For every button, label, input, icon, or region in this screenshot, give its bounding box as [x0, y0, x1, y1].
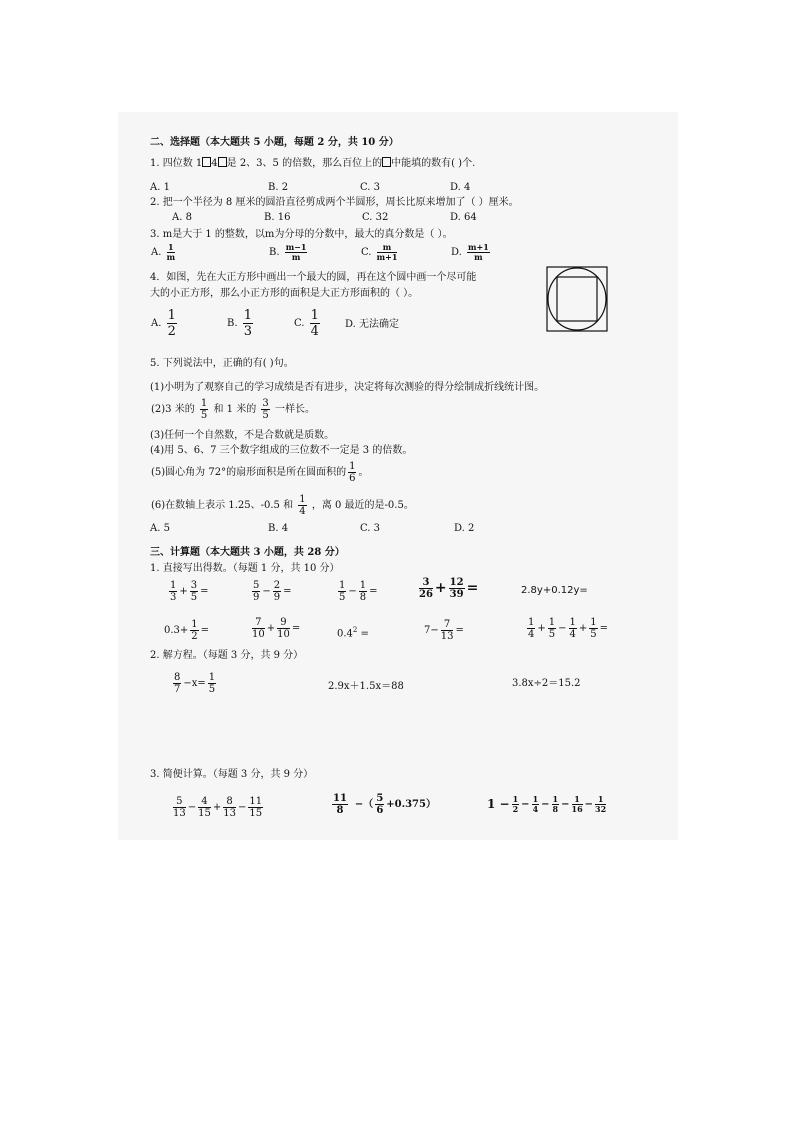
q5-option-a: A. 5: [150, 523, 170, 534]
q3-option-c: C. $\frac{m}{m+1}$: [361, 242, 398, 262]
fraction: $\frac{1}{5}$: [339, 580, 346, 603]
fraction: $\frac{1}{4}$: [299, 494, 306, 517]
fraction: $\frac{1}{4}$: [310, 308, 319, 339]
fraction: $\frac{7}{10}$: [252, 617, 265, 640]
fraction: $\frac{9}{10}$: [277, 617, 290, 640]
fraction: $\frac{1}{2}$: [167, 308, 176, 339]
q3-option-d: D. $\frac{m+1}{m}$: [451, 242, 489, 262]
square-circle-figure: [546, 266, 608, 332]
calc-expr-6: 0.3+ $\frac{1}{2}$ =: [164, 619, 210, 642]
calc-expr-5: 2.8y+0.12y=: [521, 585, 588, 596]
q4-option-c: C. $\frac{1}{4}$: [294, 308, 319, 339]
q5-statement-2: (2)3 米的 $\frac{1}{5}$ 和 1 米的 $\frac{3}{5}$ 一样长。: [151, 398, 315, 421]
q1-option-c: C. 3: [360, 182, 381, 193]
fraction: $\frac{8}{13}$: [223, 796, 236, 819]
q4-option-b: B. $\frac{1}{3}$: [227, 308, 252, 339]
section2-heading: 二、选择题（本大题共 5 小题，每题 2 分，共 10 分）: [150, 137, 399, 148]
q5-option-c: C. 3: [360, 523, 381, 534]
fraction: $\frac{7}{13}$: [440, 619, 454, 642]
q5-option-d: D. 2: [454, 523, 475, 534]
q1-text: 1. 四位数 1 4 是 2、3、5 的倍数，那么百位上的 中能填的数有( )个.: [150, 158, 476, 169]
fraction: $\frac{3}{26}$: [419, 577, 433, 600]
q5-statement-1: (1)小明为了观察自己的学习成绩是否有进步，决定将每次测验的得分绘制成折线统计图。: [150, 382, 545, 393]
q2-option-d: D. 64: [450, 212, 477, 223]
fraction: $\frac{12}{39}$: [449, 577, 464, 600]
fraction: $\frac{1}{32}$: [595, 794, 607, 814]
fraction: $\frac{11}{15}$: [249, 796, 263, 819]
fraction: $\frac{1}{m}$: [166, 242, 176, 262]
fraction: $\frac{1}{8}$: [359, 580, 367, 603]
calc-expr-10: $\frac{1}{4}$ + $\frac{1}{5}$ − $\frac{1}{4}$ + $\frac{1}{5}$ =: [528, 617, 609, 640]
q5-statement-4: (4)用 5、6、7 三个数字组成的三位数不一定是 3 的倍数。: [150, 445, 413, 456]
fraction: $\frac{m-1}{m}$: [285, 242, 307, 262]
calc-expr-8: $0.4^2$ =: [337, 626, 369, 640]
blank-box: [202, 157, 211, 167]
q5-statement-3: (3)任何一个自然数，不是合数就是质数。: [150, 430, 335, 441]
q4-option-d: D. 无法确定: [345, 319, 400, 330]
q1-option-a: A. 1: [150, 182, 170, 193]
fraction: $\frac{4}{15}$: [198, 796, 211, 819]
part1-title: 1. 直接写出得数。（每题 1 分，共 10 分）: [150, 563, 340, 574]
fraction: $\frac{1}{2}$: [512, 794, 519, 814]
fraction: $\frac{1}{4}$: [532, 794, 539, 814]
fraction: $\frac{m}{m+1}$: [376, 242, 398, 262]
equation-2: 2.9x＋1.5x＝88: [328, 681, 404, 692]
part2-title: 2. 解方程。（每题 3 分，共 9 分）: [150, 650, 304, 661]
q3-option-b: B. $\frac{m-1}{m}$: [269, 242, 307, 262]
fraction: $\frac{1}{4}$: [528, 617, 535, 640]
fraction: $\frac{1}{3}$: [243, 308, 252, 339]
fraction: $\frac{3}{5}$: [262, 398, 269, 421]
q3-text: 3. m是大于 1 的整数，以m为分母的分数中，最大的真分数是（ ）。: [150, 229, 453, 240]
fraction: $\frac{5}{6}$: [376, 793, 384, 816]
small-square: [557, 277, 597, 321]
fraction: $\frac{11}{8}$: [333, 793, 347, 816]
fraction: $\frac{1}{2}$: [191, 619, 198, 642]
fraction: $\frac{m+1}{m}$: [468, 242, 489, 262]
fraction: $\frac{1}{8}$: [552, 794, 559, 814]
q2-option-a: A. 8: [172, 212, 192, 223]
q4-line1: 4．如图，先在大正方形中画出一个最大的圆，再在这个圆中画一个尽可能: [150, 272, 477, 283]
section3-heading: 三、计算题（本大题共 3 小题，共 28 分）: [150, 547, 345, 558]
q4-line2: 大的小正方形，那么小正方形的面积是大正方形面积的（ ）。: [150, 288, 419, 299]
q1-option-b: B. 2: [268, 182, 289, 193]
fraction: $\frac{2}{9}$: [273, 580, 281, 603]
fraction: $\frac{1}{5}$: [200, 398, 208, 421]
calc-expr-3: $\frac{1}{5}$ − $\frac{1}{8}$ =: [339, 580, 378, 603]
calc-expr-7: $\frac{7}{10}$ + $\frac{9}{10}$ =: [252, 617, 301, 640]
q2-text: 2. 把一个半径为 8 厘米的圆沿直径剪成两个半圆形，周长比原来增加了（ ）厘米。: [150, 197, 519, 208]
calc-expr-9: 7− $\frac{7}{13}$ =: [424, 619, 464, 642]
part3-title: 3. 简便计算。（每题 3 分，共 9 分）: [150, 769, 314, 780]
equation-1: $\frac{8}{7}$ −x= $\frac{1}{5}$: [174, 672, 216, 695]
fraction: $\frac{1}{5}$: [548, 617, 556, 640]
q1-option-d: D. 4: [450, 182, 471, 193]
fraction: $\frac{1}{5}$: [590, 617, 597, 640]
q5-statement-5: (5)圆心角为 72°的扇形面积是所在圆面积的 $\frac{1}{6}$ 。: [151, 461, 369, 484]
equation-3: 3.8x÷2＝15.2: [512, 678, 581, 689]
calc-expr-2: $\frac{5}{9}$ − $\frac{2}{9}$ =: [253, 580, 292, 603]
q2-option-b: B. 16: [264, 212, 291, 223]
blank-box: [382, 157, 391, 167]
fraction: $\frac{1}{6}$: [349, 461, 356, 484]
fraction: $\frac{5}{13}$: [173, 796, 186, 819]
blank-box: [218, 157, 227, 167]
simplify-expr-3: 1 − $\frac{1}{2}$ − $\frac{1}{4}$ − $\frac{1}{8}$ − $\frac{1}{16}$ − $\frac{1}{32}$: [487, 794, 607, 814]
fraction: $\frac{3}{5}$: [190, 580, 198, 603]
q3-option-a: A. $\frac{1}{m}$: [151, 242, 176, 262]
fraction: $\frac{1}{5}$: [208, 672, 216, 695]
fraction: $\frac{1}{4}$: [569, 617, 576, 640]
fraction: $\frac{8}{7}$: [174, 672, 181, 695]
simplify-expr-1: $\frac{5}{13}$ − $\frac{4}{15}$ + $\frac{8}{13}$ − $\frac{11}{15}$: [173, 796, 263, 819]
q2-option-c: C. 32: [362, 212, 389, 223]
simplify-expr-2: $\frac{11}{8}$ −（ $\frac{5}{6}$ +0.375）: [333, 793, 436, 816]
fraction: $\frac{5}{9}$: [253, 580, 260, 603]
q5-text: 5. 下列说法中，正确的有( )句。: [150, 358, 294, 369]
calc-expr-1: $\frac{1}{3}$ + $\frac{3}{5}$ =: [170, 580, 209, 603]
q5-statement-6: (6)在数轴上表示 1.25、-0.5 和 $\frac{1}{4}$ ，离 0 最近的是-0.5。: [151, 494, 414, 517]
fraction: $\frac{1}{16}$: [571, 794, 583, 814]
q5-option-b: B. 4: [268, 523, 289, 534]
calc-expr-4: $\frac{3}{26}$ + $\frac{12}{39}$ =: [419, 577, 479, 600]
q4-option-a: A. $\frac{1}{2}$: [151, 308, 176, 339]
fraction: $\frac{1}{3}$: [170, 580, 177, 603]
